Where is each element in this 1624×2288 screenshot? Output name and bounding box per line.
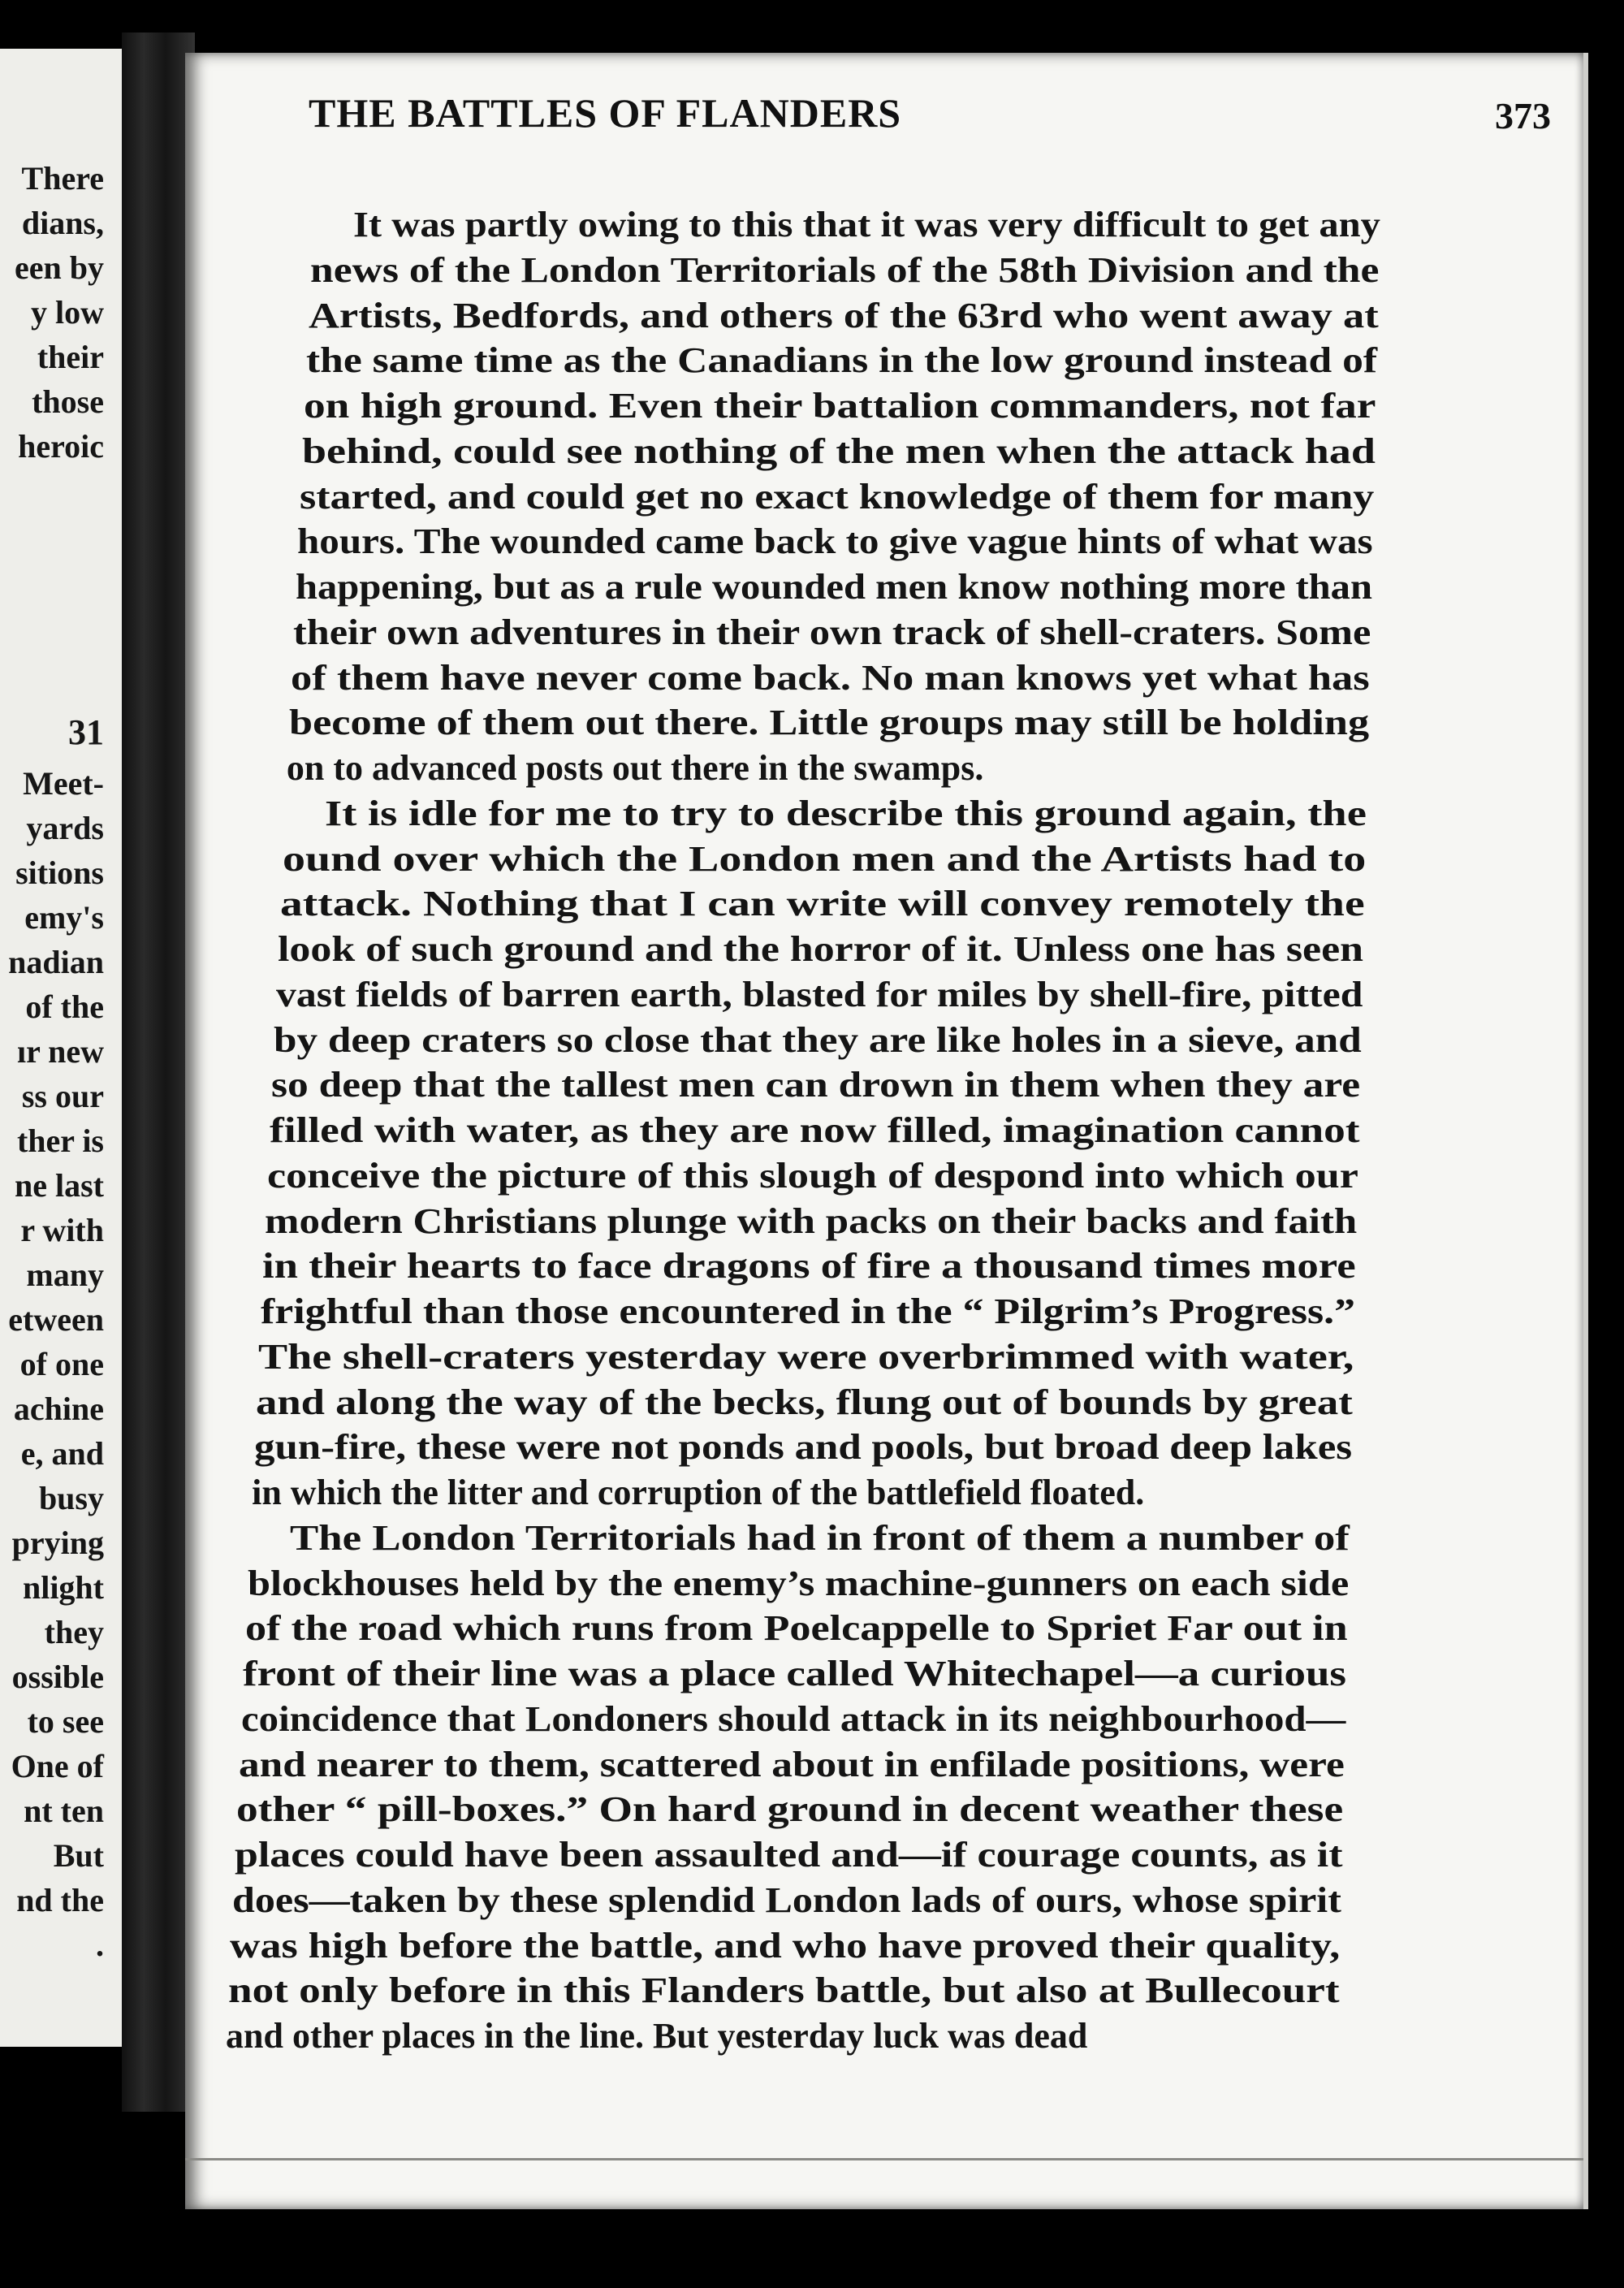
body-text-line: and nearer to them, scattered about in enfilade positions, were	[239, 1744, 1345, 1784]
body-text-line: on to advanced posts out there in the swamps.	[286, 748, 984, 788]
left-page-fragment-text: nadian	[8, 944, 104, 980]
left-page-fragment-text: But	[53, 1837, 104, 1874]
body-text-line: It was partly owing to this that it was very difficult to get any	[353, 205, 1380, 244]
body-text-line: The London Territorials had in front of them a number of	[290, 1517, 1350, 1558]
left-page-fragment-text: r with	[20, 1212, 104, 1248]
left-page-fragment-text: to see	[27, 1703, 104, 1740]
body-text-line: on high ground. Even their battalion commanders, not far	[304, 386, 1376, 426]
body-text-line: coincidence that Londoners should attack in its neighbourhood—	[240, 1698, 1346, 1739]
left-page-fragment-text: emy's	[24, 899, 104, 936]
body-text-line: news of the London Territorials of the 58th Division and the	[310, 249, 1380, 290]
body-text-line: vast fields of barren earth, blasted for miles by shell-fire, pitted	[275, 974, 1363, 1014]
body-text-line: Artists, Bedfords, and others of the 63rd who went away at	[308, 295, 1379, 335]
left-page-fragment-text: ne last	[15, 1167, 104, 1204]
left-page-fragment-text: dians,	[21, 205, 104, 241]
body-text-line: front of their line was a place called Whitechapel—a curious	[243, 1654, 1347, 1693]
body-text-line: in their hearts to face dragons of fire a thousand times more	[262, 1246, 1357, 1287]
left-page-fragment-text: ther is	[16, 1122, 104, 1159]
left-page-fragment-text: ossible	[11, 1659, 104, 1695]
left-page-fragment-text: yards	[26, 810, 104, 846]
body-text-line: gun-fire, these were not ponds and pools, but broad deep lakes	[253, 1427, 1352, 1468]
left-page-fragment-text: achine	[13, 1391, 104, 1427]
body-text-line: blockhouses held by the enemy’s machine-gunners on each side	[247, 1563, 1349, 1603]
body-text-line: places could have been assaulted and—if courage counts, as it	[234, 1835, 1343, 1875]
body-text-line: does—taken by these splendid London lads of ours, whose spirit	[232, 1879, 1341, 1920]
left-page-fragment-text: nt ten	[24, 1793, 104, 1829]
left-page-fragment-text: nd the	[16, 1882, 104, 1918]
body-text-line: so deep that the tallest men can drown in them when they are	[271, 1065, 1361, 1105]
body-text-line: look of such ground and the horror of it. Unless one has seen	[278, 929, 1364, 969]
body-text-line: hours. The wounded came back to give vague hints of what was	[297, 521, 1373, 562]
body-text-line: and other places in the line. But yesterday luck was dead	[226, 2016, 1088, 2056]
body-text-line: and along the way of the becks, flung out of bounds by great	[256, 1382, 1354, 1422]
body-text-line: ound over which the London men and the Artists had to	[282, 838, 1366, 879]
left-page-fragment-text: Meet-	[23, 765, 104, 802]
body-text-line: The shell-craters yesterday were overbrimmed with water,	[258, 1336, 1354, 1377]
left-page-fragment-text: many	[26, 1256, 104, 1293]
left-page-fragment-text: prying	[11, 1525, 104, 1561]
body-text-line: other “ pill-boxes.” On hard ground in decent weather these	[236, 1789, 1344, 1830]
left-page-fragment-text: etween	[8, 1301, 104, 1338]
body-text-line: was high before the battle, and who have proved their quality,	[230, 1925, 1341, 1966]
page-number: 373	[1495, 95, 1551, 136]
body-text-line: behind, could see nothing of the men when the attack had	[301, 430, 1376, 471]
left-page-fragment-text: of one	[19, 1346, 104, 1382]
body-text-line: of the road which runs from Poelcappelle to Spriet Far out in	[245, 1608, 1348, 1649]
left-page-fragment-text: een by	[15, 249, 104, 286]
left-page-fragment-text: One of	[11, 1748, 104, 1784]
body-text-line: started, and could get no exact knowledge of them for many	[299, 476, 1375, 517]
body-text-line: filled with water, as they are now filled, imagination cannot	[269, 1110, 1359, 1150]
left-page-fragment-text: There	[21, 160, 104, 197]
left-page-fragment-text: they	[44, 1614, 104, 1650]
body-text-line: their own adventures in their own track of shell-craters. Some	[292, 612, 1371, 652]
left-page-fragment-text: sitions	[15, 854, 104, 891]
body-text-line: of them have never come back. No man knows yet what has	[291, 657, 1370, 698]
left-page-fragment-text: of the	[25, 988, 104, 1025]
body-text-line: not only before in this Flanders battle, but also at Bullecourt	[227, 1970, 1340, 2011]
left-page-fragment-text: .	[96, 1927, 104, 1963]
body-text-line: conceive the picture of this slough of despond into which our	[266, 1155, 1358, 1196]
body-text-line: modern Christians plunge with packs on their backs and faith	[265, 1200, 1358, 1241]
left-page-fragment-text: 31	[68, 712, 104, 752]
left-page-fragment-text: e, and	[20, 1435, 104, 1472]
left-page-fragment-text: heroic	[18, 428, 104, 465]
body-text-line: by deep craters so close that they are like holes in a sieve, and	[273, 1019, 1362, 1060]
left-page-fragment-text: ss our	[21, 1078, 104, 1114]
left-page-fragment-text: their	[37, 339, 104, 375]
body-text-line: become of them out there. Little groups may still be holding	[288, 703, 1369, 743]
left-page-fragment-text: nlight	[22, 1569, 104, 1606]
body-text-line: It is idle for me to try to describe this ground again, the	[325, 793, 1367, 833]
body-text-line: the same time as the Canadians in the low ground instead of	[305, 340, 1378, 381]
running-head: THE BATTLES OF FLANDERS	[309, 90, 902, 136]
left-page-fragment-text: those	[32, 383, 104, 420]
body-text-line: attack. Nothing that I can write will convey remotely the	[279, 884, 1365, 924]
body-text-line: frightful than those encountered in the “ Pilgrim’s Progress.”	[260, 1291, 1355, 1331]
body-text-line: in which the litter and corruption of the battlefield floated.	[252, 1473, 1145, 1512]
left-page-fragment-text: ır new	[16, 1033, 104, 1070]
body-text-line: happening, but as a rule wounded men know nothing more than	[295, 567, 1372, 607]
left-page-fragment-text: y low	[31, 294, 104, 331]
left-page-fragment-text: busy	[38, 1480, 104, 1516]
